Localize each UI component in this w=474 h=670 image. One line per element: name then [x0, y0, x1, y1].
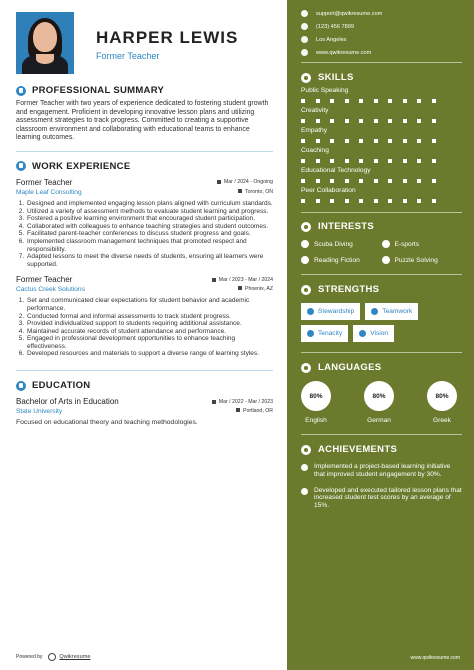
- profile-photo: [16, 12, 74, 74]
- summary-text: Former Teacher with two years of experience dedicated to fostering student growth and engagement. Proficient in developing innovative lesson plans and utilizing assessment strategies to track progress. Committed to creating a supportive classroom environment and collaborating with educational teams to enhance learning outcomes.: [16, 100, 269, 142]
- skill-dot: [403, 139, 407, 143]
- graduation-cap-icon: [16, 381, 26, 391]
- language-item: 80% German: [364, 381, 394, 424]
- calendar-icon: [212, 278, 216, 282]
- skill-dot: [403, 119, 407, 123]
- teamwork-icon: [371, 308, 378, 315]
- skill-dot: [359, 199, 363, 203]
- strength-tag: Stewardship: [301, 303, 360, 320]
- candidate-name: HARPER LEWIS: [96, 28, 239, 47]
- education-heading: EDUCATION: [16, 380, 273, 391]
- skill-dot: [330, 199, 334, 203]
- skill-dot: [330, 119, 334, 123]
- skill-dot: [403, 179, 407, 183]
- list-item: 6. Implemented classroom management techniques that promoted respect and responsibility.: [26, 238, 273, 253]
- globe-icon: [301, 49, 308, 56]
- pin-icon: [238, 189, 242, 193]
- skill-dot: [388, 119, 392, 123]
- skill-dot: [301, 139, 305, 143]
- skill-rating: [301, 179, 436, 183]
- skill-dot: [330, 99, 334, 103]
- skill-dot: [359, 99, 363, 103]
- skill-dot: [432, 119, 436, 123]
- contact-phone: (123) 456 7899: [301, 23, 462, 30]
- skill-dot: [388, 99, 392, 103]
- skill-dot: [374, 199, 378, 203]
- skill-dot: [388, 179, 392, 183]
- skill-dot: [345, 119, 349, 123]
- footer: Powered by Qwikresume: [16, 654, 91, 660]
- list-item: 7. Adapted lessons to meet the diverse needs of students, ensuring all learners were supported.: [26, 253, 273, 268]
- work-heading: WORK EXPERIENCE: [16, 161, 273, 172]
- contact-web: www.qwikresume.com: [301, 49, 462, 56]
- scuba-icon: [301, 240, 309, 248]
- skill-dot: [374, 159, 378, 163]
- company-name: Maple Leaf Consulting: [16, 188, 82, 196]
- language-level-ring: 80%: [364, 381, 394, 411]
- skill-dot: [432, 139, 436, 143]
- degree-name: Bachelor of Arts in Education: [16, 397, 119, 407]
- skill-dot: [417, 159, 421, 163]
- education-date: Mar / 2022 - Mar / 2023: [212, 397, 273, 406]
- skill-name: Empathy: [301, 127, 328, 134]
- sidebar: [287, 0, 474, 670]
- interests-heading: INTERESTS: [301, 221, 462, 232]
- job-entry: [16, 275, 273, 358]
- vision-icon: [359, 330, 366, 337]
- list-item: Puzzle Solving: [382, 256, 463, 264]
- calendar-icon: [217, 180, 221, 184]
- skill-dot: [345, 199, 349, 203]
- divider: [301, 62, 462, 63]
- list-item: 6. Developed resources and materials to support a diverse range of learning styles.: [26, 350, 273, 358]
- skill-dot: [301, 99, 305, 103]
- language-level-ring: 80%: [301, 381, 331, 411]
- skill-dot: [403, 159, 407, 163]
- skill-name: Public Speaking: [301, 87, 349, 94]
- school-name: State University: [16, 408, 63, 416]
- list-item: 1. Designed and implemented engaging lesson plans aligned with curriculum standards.: [26, 200, 273, 208]
- skills-list: [301, 87, 462, 203]
- skill-dot: [359, 139, 363, 143]
- skill-rating: [301, 139, 436, 143]
- skill-dot: [417, 139, 421, 143]
- skill-rating: [301, 99, 436, 103]
- strength-tag: Tenacity: [301, 325, 348, 342]
- calendar-icon: [212, 400, 216, 404]
- job-title: Former Teacher: [16, 275, 73, 285]
- divider: [301, 352, 462, 353]
- summary-heading: PROFESSIONAL SUMMARY: [16, 85, 273, 96]
- skill-dot: [374, 139, 378, 143]
- contact-email: support@qwikresume.com: [301, 10, 462, 17]
- book-icon: [301, 256, 309, 264]
- qwikresume-logo-icon: [48, 653, 56, 661]
- skill-dot: [359, 159, 363, 163]
- skill-dot: [301, 119, 305, 123]
- contact-location: Los Angeles: [301, 36, 462, 43]
- job-date: Mar / 2024 - Ongoing: [217, 178, 273, 187]
- skill-dot: [403, 99, 407, 103]
- divider: [301, 434, 462, 435]
- trophy-icon: [301, 445, 311, 455]
- person-icon: [16, 86, 26, 96]
- achievements-heading: ACHIEVEMENTS: [301, 444, 462, 455]
- skill-dot: [374, 179, 378, 183]
- education-description: Focused on educational theory and teaching methodologies.: [16, 419, 198, 427]
- skill-name: Creativity: [301, 107, 329, 114]
- languages-heading: LANGUAGES: [301, 362, 462, 373]
- skill-rating: [301, 199, 436, 203]
- strengths-list: [301, 303, 462, 342]
- skill-dot: [374, 99, 378, 103]
- skill-dot: [432, 159, 436, 163]
- name-block: [96, 28, 238, 61]
- skills-icon: [301, 73, 311, 83]
- list-item: 5. Facilitated parent-teacher conferences to discuss student progress and goals.: [26, 230, 273, 238]
- language-item: 80% Greek: [427, 381, 457, 424]
- list-item: 4. Collaborated with colleagues to enhance teaching strategies and student outcomes.: [26, 223, 273, 231]
- list-item: Scuba Diving: [301, 240, 382, 248]
- achievement-item: Implemented a project-based learning initiative that improved student engagement by 30%.: [301, 463, 462, 479]
- skill-dot: [417, 199, 421, 203]
- skill-dot: [301, 159, 305, 163]
- skill-dot: [374, 119, 378, 123]
- list-item: 5. Engaged in professional development opportunities to enhance teaching effectiveness.: [26, 335, 273, 350]
- list-item: Reading Fiction: [301, 256, 382, 264]
- skill-dot: [417, 179, 421, 183]
- skill-dot: [330, 179, 334, 183]
- language-level-ring: 80%: [427, 381, 457, 411]
- list-item: 2. Conducted formal and informal assessments to track student progress.: [26, 313, 273, 321]
- tenacity-icon: [307, 330, 314, 337]
- skill-dot: [345, 179, 349, 183]
- skill-dot: [316, 139, 320, 143]
- skill-dot: [345, 99, 349, 103]
- pin-icon: [236, 408, 240, 412]
- skill-dot: [432, 179, 436, 183]
- strengths-heading: STRENGTHS: [301, 284, 462, 295]
- job-location: Toronto, ON: [238, 189, 273, 196]
- interests-icon: [301, 222, 311, 232]
- gamepad-icon: [382, 240, 390, 248]
- location-icon: [301, 36, 308, 43]
- footer-brand-link[interactable]: Qwikresume: [59, 654, 91, 660]
- skill-rating: [301, 119, 436, 123]
- language-item: 80% English: [301, 381, 331, 424]
- skill-dot: [345, 139, 349, 143]
- skill-dot: [417, 119, 421, 123]
- languages-list: [301, 381, 457, 424]
- skill-dot: [432, 99, 436, 103]
- skill-rating: [301, 159, 436, 163]
- skill-dot: [388, 159, 392, 163]
- skill-dot: [388, 139, 392, 143]
- strength-tag: Vision: [353, 325, 394, 342]
- list-item: E-sports: [382, 240, 463, 248]
- skill-dot: [316, 99, 320, 103]
- interests-list: [301, 240, 462, 264]
- skill-dot: [330, 139, 334, 143]
- candidate-role: Former Teacher: [96, 51, 160, 61]
- job-title: Former Teacher: [16, 177, 73, 187]
- job-bullets: [16, 297, 273, 358]
- skill-dot: [330, 159, 334, 163]
- divider: [301, 274, 462, 275]
- divider: [16, 151, 273, 152]
- skill-dot: [359, 119, 363, 123]
- briefcase-icon: [16, 161, 26, 171]
- skill-dot: [316, 159, 320, 163]
- skill-dot: [345, 159, 349, 163]
- job-bullets: [16, 200, 273, 268]
- skill-dot: [388, 199, 392, 203]
- header: [16, 0, 273, 85]
- award-icon: [301, 464, 308, 471]
- languages-icon: [301, 363, 311, 373]
- stewardship-icon: [307, 308, 314, 315]
- skill-dot: [301, 179, 305, 183]
- job-entry: [16, 178, 273, 268]
- list-item: 3. Provided individualized support to students requiring additional assistance.: [26, 320, 273, 328]
- email-icon: [301, 10, 308, 17]
- strength-tag: Teamwork: [365, 303, 418, 320]
- skill-dot: [403, 199, 407, 203]
- list-item: 1. Set and communicated clear expectations for student behavior and academic performance.: [26, 297, 273, 312]
- award-icon: [301, 488, 308, 495]
- skill-dot: [432, 199, 436, 203]
- list-item: 3. Fostered a positive learning environment that encouraged student participation.: [26, 215, 273, 223]
- achievement-item: Developed and executed tailored lesson plans that increased student test scores by an average of 15%.: [301, 487, 462, 510]
- footer-site[interactable]: www.qwikresume.com: [410, 655, 460, 661]
- skill-dot: [301, 199, 305, 203]
- strengths-icon: [301, 285, 311, 295]
- list-item: 4. Maintained accurate records of student attendance and performance.: [26, 328, 273, 336]
- skills-heading: SKILLS: [301, 72, 462, 83]
- divider: [301, 212, 462, 213]
- job-location: Phoenix, AZ: [238, 286, 273, 293]
- skill-name: Peer Collaboration: [301, 187, 356, 194]
- skill-dot: [316, 199, 320, 203]
- divider: [16, 370, 273, 371]
- puzzle-icon: [382, 256, 390, 264]
- skill-name: Educational Technology: [301, 167, 371, 174]
- skill-dot: [417, 99, 421, 103]
- job-date: Mar / 2023 - Mar / 2024: [212, 275, 273, 284]
- education-location: Portland, OR: [236, 408, 273, 415]
- skill-dot: [316, 179, 320, 183]
- skill-dot: [316, 119, 320, 123]
- list-item: 2. Utilized a variety of assessment methods to evaluate student learning and progress.: [26, 208, 273, 216]
- skill-name: Coaching: [301, 147, 329, 154]
- skill-dot: [359, 179, 363, 183]
- company-name: Cactus Creek Solutions: [16, 286, 85, 294]
- phone-icon: [301, 23, 308, 30]
- pin-icon: [238, 286, 242, 290]
